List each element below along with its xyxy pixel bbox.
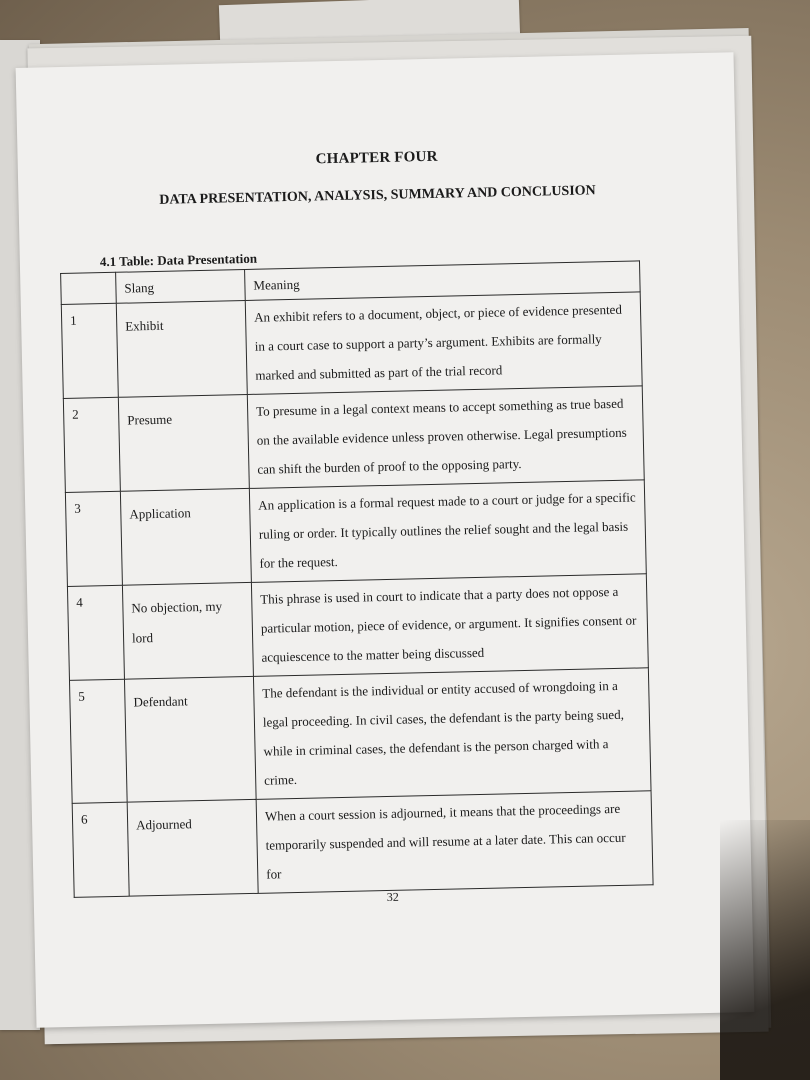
row-number: 5: [69, 679, 127, 803]
table-row: [61, 292, 642, 399]
slang-term: No objection, my: [131, 598, 223, 616]
row-number: 3: [65, 491, 122, 586]
shadow-corner: [720, 820, 810, 1080]
data-presentation-table: [60, 260, 653, 898]
header-number: [61, 272, 117, 304]
row-meaning: An application is a formal request made to a court or judge for a specific ruling or order. It typically outlines the relief sought and the legal basis for the request.: [249, 480, 646, 583]
row-number: 6: [72, 802, 129, 897]
header-meaning: Meaning: [245, 261, 641, 301]
slang-term-line2: lord: [131, 630, 154, 646]
slang-term: Presume: [127, 411, 173, 428]
slang-term: Adjourned: [135, 816, 192, 833]
slang-term: Defendant: [133, 693, 188, 710]
document-page: [16, 52, 755, 1027]
row-slang: [118, 394, 249, 491]
row-slang: [122, 582, 253, 679]
row-slang: [127, 799, 258, 896]
row-slang: [116, 300, 247, 397]
table-row: [63, 386, 644, 493]
table-row: [72, 791, 653, 898]
chapter-subtitle: DATA PRESENTATION, ANALYSIS, SUMMARY AND CONCLUSION: [159, 183, 596, 208]
slang-term: Application: [129, 505, 191, 522]
row-number: 2: [63, 397, 120, 492]
table-row: [67, 574, 648, 681]
row-meaning: The defendant is the individual or entity accused of wrongdoing in a legal proceeding. In civil cases, the defendant is the party being sued, while in criminal cases, the defendant is the person charged with a crime.: [253, 668, 651, 800]
row-meaning: An exhibit refers to a document, object, or piece of evidence presented in a court case to support a party’s argument. Exhibits are formally marked and submitted as part of the trial record: [245, 292, 642, 395]
header-slang: Slang: [116, 269, 246, 303]
row-meaning: To presume in a legal context means to accept something as true based on the available evidence unless proven otherwise. Legal presumptions can shift the burden of proof to the opposing party.: [247, 386, 644, 489]
row-number: 1: [61, 303, 118, 398]
row-number: 4: [67, 585, 124, 680]
table-row: [69, 668, 651, 804]
chapter-title: CHAPTER FOUR: [315, 148, 438, 168]
page-number: 32: [386, 889, 399, 905]
row-slang: [120, 488, 251, 585]
row-meaning: This phrase is used in court to indicate that a party does not oppose a particular motion, piece of evidence, or argument. It signifies consent or acquiescence to the matter being discussed: [251, 574, 648, 677]
row-slang: [124, 676, 256, 802]
table-row: [65, 480, 646, 587]
table-caption: 4.1 Table: Data Presentation: [99, 250, 258, 270]
row-meaning: When a court session is adjourned, it means that the proceedings are temporarily suspended and will resume at a later date. This can occur for: [256, 791, 653, 894]
slang-term: Exhibit: [125, 317, 164, 334]
